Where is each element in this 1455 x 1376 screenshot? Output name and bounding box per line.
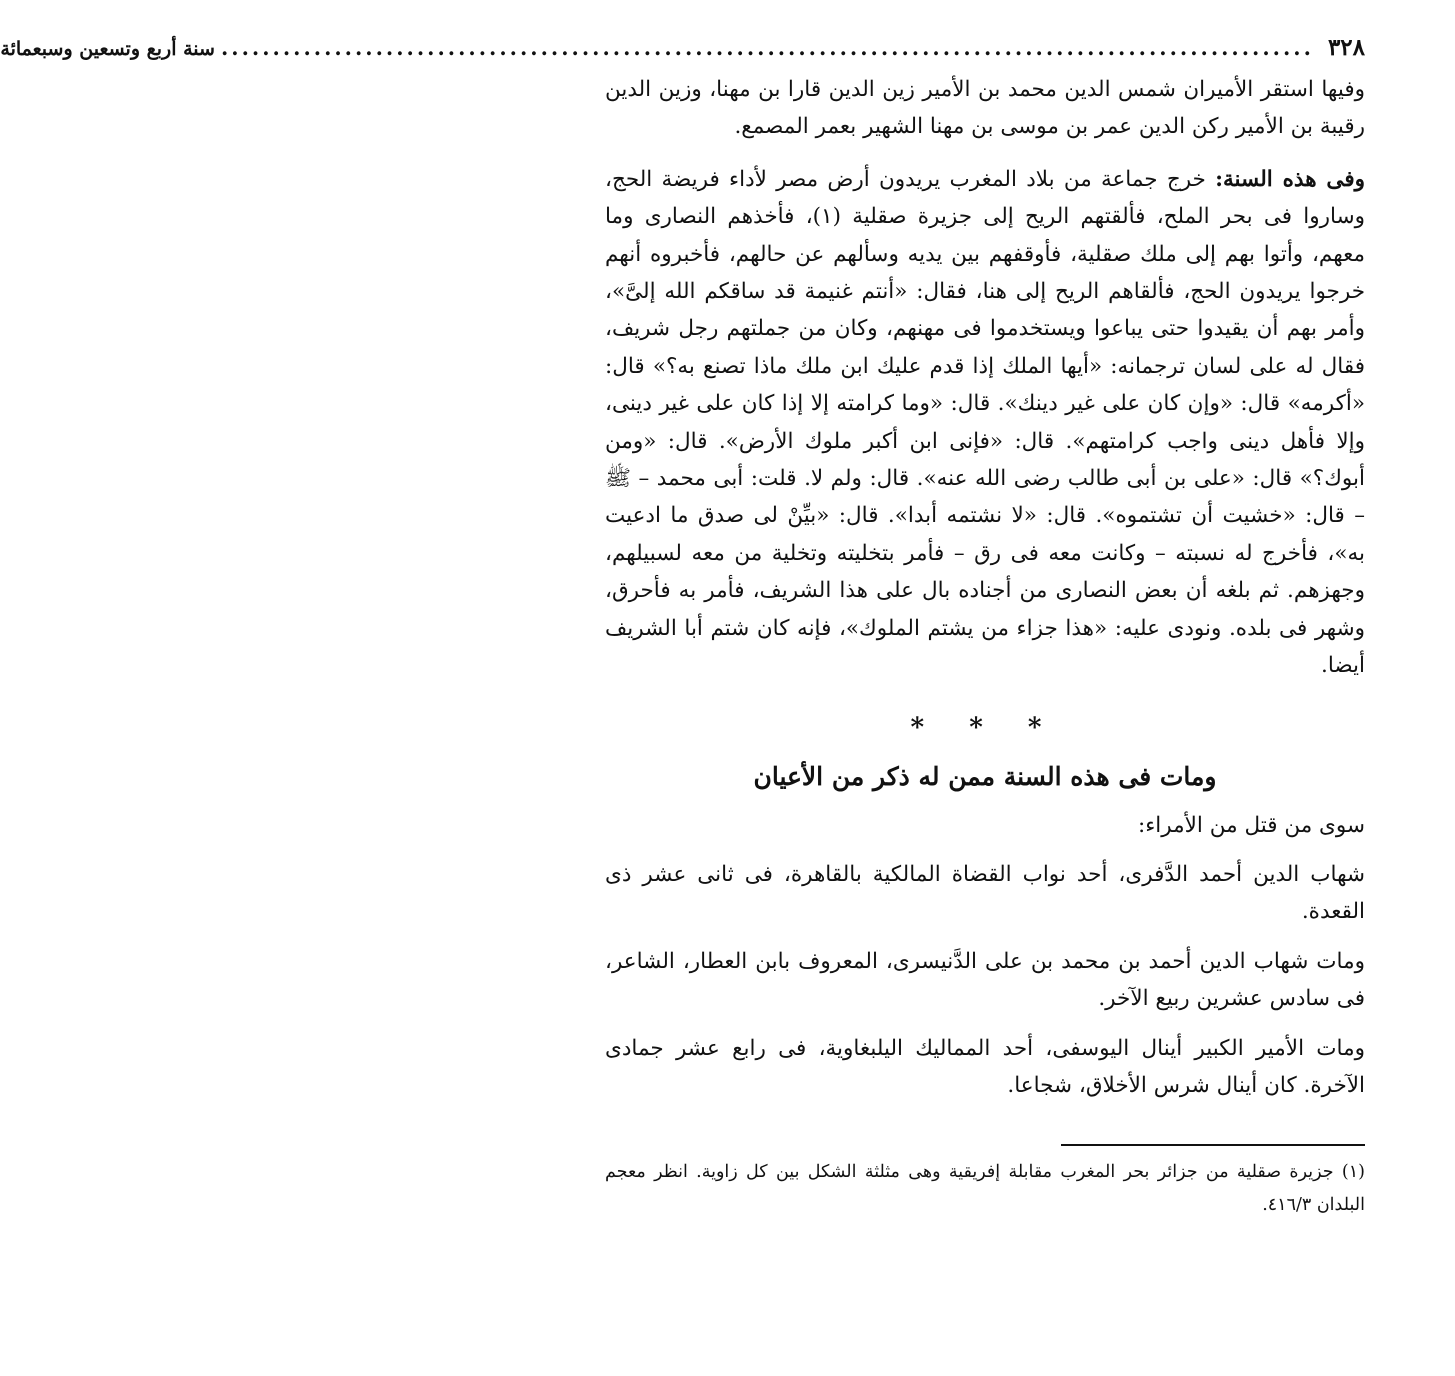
page-number: ٣٢٨ [1327,34,1365,61]
section-separator-stars: * * * [910,712,1060,743]
footnote-divider [1061,1144,1365,1146]
paragraph-death-entry-1: شهاب الدين أحمد الدَّفرى، أحد نواب القضاة المالكية بالقاهرة، فى ثانى عشر ذى القعدة. [605,861,1365,925]
paragraph-death-entry-2: ومات شهاب الدين أحمد بن محمد بن على الدَّنيسرى، المعروف بابن العطار، الشاعر، فى سادس عشرين ربيع الآخر. [605,948,1365,1012]
paragraph-death-entry-3: ومات الأمير الكبير أينال اليوسفى، أحد المماليك اليلبغاوية، فى رابع عشر جمادى الآخرة. كان أينال شرس الأخلاق، شجاعا. [605,1035,1365,1098]
paragraph-intro-deaths: سوى من قتل من الأمراء: [1137,812,1365,838]
paragraph-body: خرج جماعة من بلاد المغرب يريدون أرض مصر لأداء فريضة الحج، وساروا فى بحر الملح، فألقتهم الريح إلى جزيرة صقلية (١)، فأخذهم النصارى وما معهم، وأتوا بهم إلى ملك صقلية، فأوقفهم بين يديه وسألهم عن حالهم، فأخبروه أنهم خرجوا يريدون الحج، فألقاهم الريح إلى هنا، فقال: «أنتم غنيمة قد ساقكم الله إلىَّ»، وأمر بهم أن يقيدوا حتى يباعوا ويستخدموا فى مهنهم، وكان من جملتهم رجل شريف، فقال له على لسان ترجمانه: «أيها الملك إذا قدم عليك ابن ملك ماذا تصنع به؟» قال: «أكرمه» قال: «وإن كان على غير دينك». قال: «وما كرامته إلا إذا كان على غير دينى، وإلا فأهل دينى واجب كرامتهم». قال: «فإنى ابن أكبر ملوك الأرض». قال: «ومن أبوك؟» قال: «على بن أبى طالب رضى الله عنه». قال: ولم لا. قلت: أبى محمد – ﷺ – قال: «خشيت أن تشتموه». قال: «لا نشتمه أبدا». قال: «بيِّنْ لى صدق ما ادعيت به»، فأخرج له نسبته – وكانت معه فى رق – فأمر بتخليته وتخلية من معه لسبيلهم، وجهزهم. ثم بلغه أن بعض النصارى من أجناده بال على هذا الشريف، فأمر به فأحرق، وشهر فى بلده. ونودى عليه: «هذا جزاء من يشتم الملوك»، فإنه كان شتم أبا الشريف أيضا. [605,166,1365,679]
paragraph-lead: وفى هذه السنة: [1215,166,1365,192]
paragraph-appointments: وفيها استقر الأميران شمس الدين محمد بن الأمير زين الدين قارا بن مهنا، وزين الدين رقيبة بن الأمير ركن الدين عمر بن موسى بن مهنا الشهير بعمر المصمع. [605,77,1365,140]
running-title: سنة أربع وتسعين وسبعمائة [0,38,215,60]
paragraph-maghrib-pilgrims [605,161,1365,685]
header-leader-dots: .......................................................................................................... [220,35,1314,60]
page-header [0,34,1365,63]
book-page [0,34,1365,1222]
footnote: (١) جزيرة صقلية من جزائر بحر المغرب مقابلة إفريقية وهى مثلثة الشكل بين كل زاوية. انظر معجم البلدان ٤١٦/٣. [605,1162,1365,1216]
section-title: ومات فى هذه السنة ممن له ذكر من الأعيان [753,761,1217,791]
